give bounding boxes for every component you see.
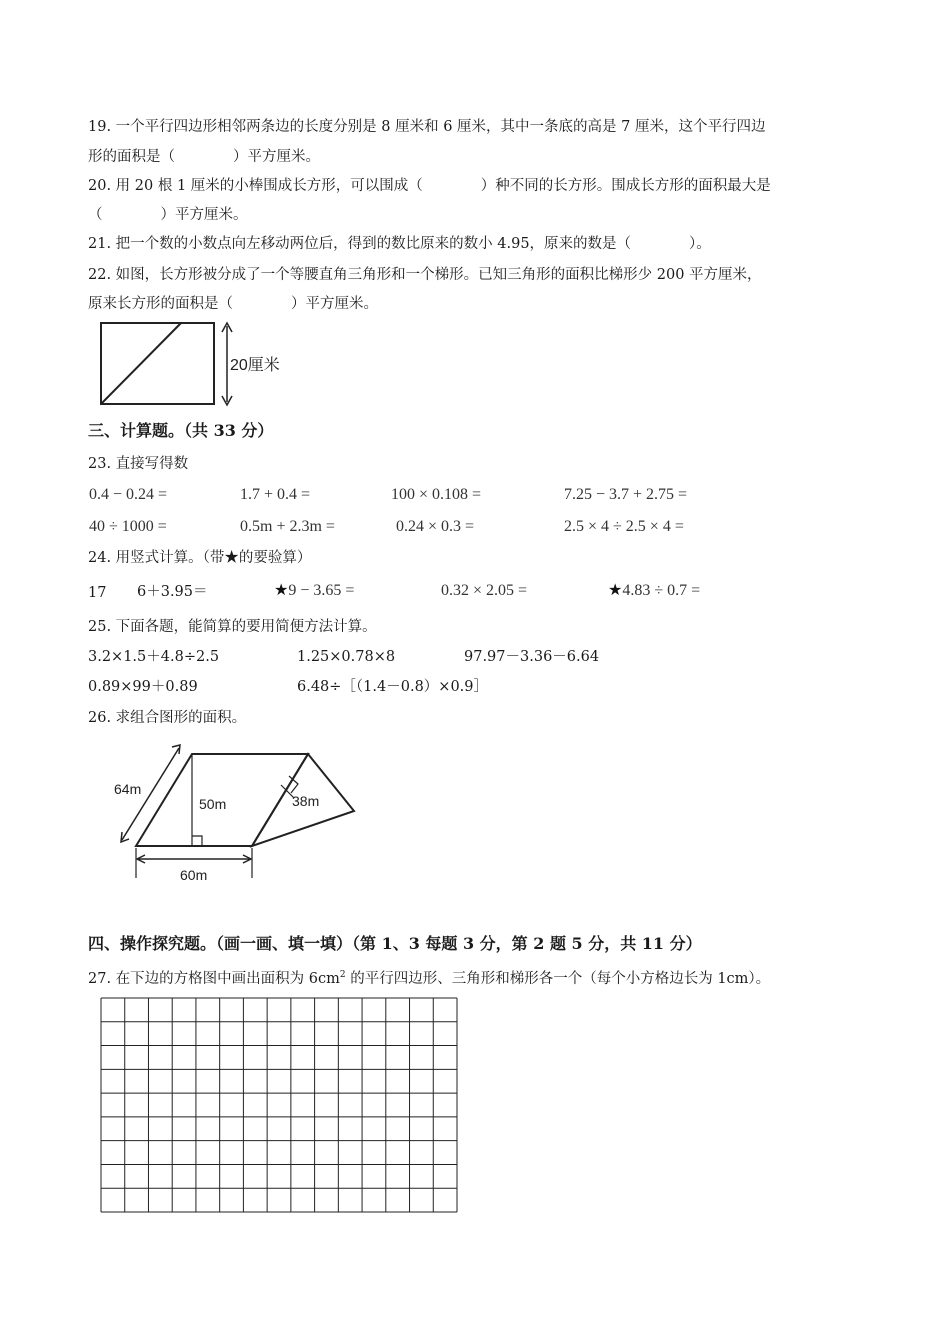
arrow-icon	[121, 832, 129, 842]
q26-composite-figure	[100, 738, 370, 890]
q24-item-2	[274, 581, 354, 601]
q24-item-3: 0.32 × 2.05 =	[441, 582, 528, 599]
q23-item-2: 1.7 + 0.4 =	[240, 486, 311, 503]
q27-square-grid[interactable]	[100, 997, 458, 1213]
q22-figure-label: 20厘米	[230, 357, 280, 374]
slant-label: 64m	[114, 781, 142, 797]
diagonal-line	[101, 323, 181, 404]
q23-item-8: 2.5 × 4 ÷ 2.5 × 4 =	[564, 518, 684, 535]
q23-item-6: 0.5m + 2.3m =	[240, 518, 335, 535]
q25-item-3: 97.97－3.36－6.64	[464, 649, 600, 665]
q22-rectangle-figure	[96, 318, 296, 410]
q19-line1: 19. 一个平行四边形相邻两条边的长度分别是 8 厘米和 6 厘米，其中一条底的高是 7 厘米，这个平行四边	[88, 119, 766, 135]
q24-number: 17	[88, 585, 107, 601]
q27-text-before: 27. 在下边的方格图中画出面积为 6cm	[88, 971, 340, 987]
q20-line2: （ ）平方厘米。	[88, 207, 248, 223]
q24-item-4-text: 4.83 ÷ 0.7 =	[622, 582, 701, 599]
q19-line2: 形的面积是（ ）平方厘米。	[88, 149, 320, 165]
height-label: 50m	[199, 796, 227, 812]
q27-superscript: 2	[339, 970, 346, 981]
q26-title: 26. 求组合图形的面积。	[88, 710, 247, 726]
q23-item-4: 7.25 − 3.7 + 2.75 =	[564, 486, 688, 503]
q23-item-7: 0.24 × 0.3 =	[396, 518, 475, 535]
q22-line1: 22. 如图，长方形被分成了一个等腰直角三角形和一个梯形。已知三角形的面积比梯形少 200 平方厘米，	[88, 267, 762, 283]
q27-text-after: 的平行四边形、三角形和梯形各一个（每个小方格边长为 1cm）。	[345, 971, 771, 987]
q25-title: 25. 下面各题，能简算的要用简便方法计算。	[88, 619, 377, 635]
q22-line2: 原来长方形的面积是（ ）平方厘米。	[88, 296, 378, 312]
q25-item-5: 6.48÷［（1.4－0.8）×0.9］	[297, 679, 489, 695]
base-label: 60m	[180, 867, 208, 883]
q20-line1: 20. 用 20 根 1 厘米的小棒围成长方形，可以围成（ ）种不同的长方形。围成长方形的面积最大是	[88, 178, 771, 194]
q23-item-3: 100 × 0.108 =	[391, 486, 482, 503]
q25-item-1: 3.2×1.5＋4.8÷2.5	[88, 649, 220, 665]
q24-item-1: 6＋3.95＝	[137, 584, 208, 600]
q23-item-5: 40 ÷ 1000 =	[89, 518, 167, 535]
q27-text	[88, 969, 770, 989]
q25-item-2: 1.25×0.78×8	[297, 649, 396, 665]
star-icon: ★	[608, 582, 623, 599]
rectangle-outline	[101, 323, 214, 404]
q24-item-4	[608, 581, 700, 601]
section4-title: 四、操作探究题。（画一画、填一填）（第 1、3 每题 3 分，第 2 题 5 分，共 11 分）	[88, 934, 702, 953]
q23-title: 23. 直接写得数	[88, 456, 189, 472]
q24-title: 24. 用竖式计算。（带★的要验算）	[88, 550, 312, 566]
triangle-label: 38m	[292, 793, 320, 809]
q21-line1: 21. 把一个数的小数点向左移动两位后，得到的数比原来的数小 4.95，原来的数是（ ）。	[88, 236, 711, 252]
q23-item-1: 0.4 − 0.24 =	[89, 486, 168, 503]
star-icon: ★	[274, 582, 289, 599]
q25-item-4: 0.89×99＋0.89	[88, 679, 198, 695]
q24-item-2-text: 9 − 3.65 =	[288, 582, 355, 599]
section3-title: 三、计算题。（共 33 分）	[88, 421, 274, 440]
right-angle-mark-icon	[192, 836, 202, 846]
